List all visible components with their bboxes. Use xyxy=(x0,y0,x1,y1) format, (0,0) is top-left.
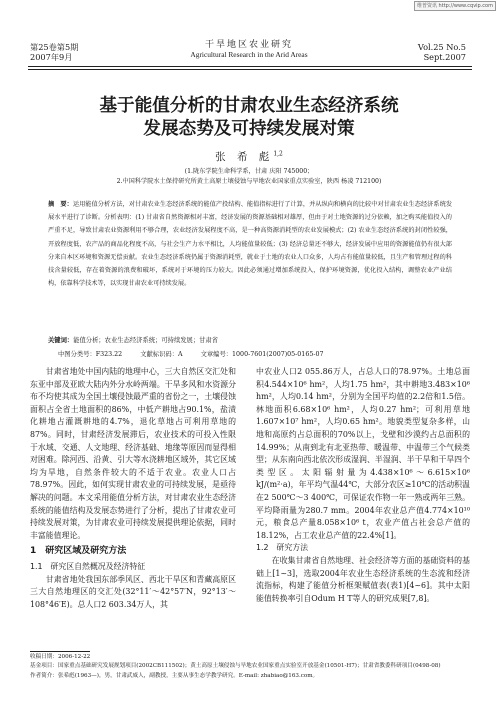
journal-name-zh: 干旱地区农业研究 xyxy=(204,40,293,50)
abstract-label: 摘 要： xyxy=(48,201,73,208)
keywords xyxy=(48,335,452,347)
clc-number: 中图分类号：F323.22 xyxy=(58,351,123,358)
section-heading-1: 1 研究区域及研究方法 xyxy=(30,546,127,557)
author-text: 张 希 彪 xyxy=(215,151,274,163)
classification-line xyxy=(58,349,458,361)
affiliation-2: 2.中国科学院水土保持研究所黄土高原土壤侵蚀与旱地农业国家重点实验室，陕西 杨凌 712100) xyxy=(116,178,382,185)
header-volume-en: Vol.25 No.5 xyxy=(417,42,466,52)
intro-paragraph: 甘肃省地处中国内陆的地理中心，三大自然区交汇处和东亚中部及亚欧大陆内外分水岭两端。干旱多风和水资源分布不均使其成为全国土壤侵蚀最严重的省份之一，土壤侵蚀面积占全省土地面积的86%，中低产耕地占90.1%，盐渍化耕地占灌溉耕地的4.7%，退化草地占可利用草地的87%。同时，甘肃经济发展滞后，农业技术的可投入性限于水域、交通、人文地理、经济基础、地缘等原因而显得相对困难。除河西、沿黄、引大等水浇耕地区域外，其它区域均为旱地，自然条件较大的不适于农业。农业人口占78.97%。因此，如何实现甘肃农业的可持续发展，是亟待解决的问题。本文采用能值分析方法，对甘肃农业生态经济系统的能值结构及发展态势进行了分析，提出了甘肃农业可持续发展对策，为甘肃农业可持续发展提供理论依据，同时丰富能值理论。 xyxy=(30,367,236,540)
header-date-en: Sept.2007 xyxy=(423,52,466,62)
abstract-text: 运用能值分析方法，对甘肃农业生态经济系统的能值产投结构、能值指标进行了计算，并从纵向和横向的比较中对甘肃农业生态经济系统发展水平进行了诊断。分析表明：(1) 甘肃省自然资源相对丰富，经济发展的资源基础相对雄厚，但由于对土地资源的过分依赖，加之购买能值投入的严重不足，导致甘肃农业资源利用不够合理，农业经济发展程度不高，是一种高资源消耗型的农业发展模式；(2) 农业生态经济系统的封闭性较强，开放程度低，农产品的商品化程度不高，与社会生产力水平相比，人均能值量较低；(3) 经济总量还不够大，经济发展中应用的资源能值仍有很大部分来自本区环境和资源无偿贡献。农业生态经济系统仍属于资源消耗型，就业于土地的农业人口众多，人均占有能值量较低，且生产和管理过程的科技含量较低，存在着资源的浪费和破坏，系统对于环境的压力较大。因此必须通过增加系统投入，保护环境资源，优化投入结构，调整农业产业结构，依靠科学技术等，以实现甘肃农业可持续发展。 xyxy=(48,201,453,288)
author-superscript: 1,2 xyxy=(273,150,283,158)
methods-paragraph: 在收集甘肃省自然地理、社会经济等方面的基础资料的基础上[1~3]，选取2004年农业生态经济系统的生态流和经济流指标，构建了能值分析框架赋值表(表1)[4~6]。其中太阳能值转换率引自Odum H T等人的研究成果[7,8]。 xyxy=(256,555,470,603)
section-heading-1-2: 1.2 研究方法 xyxy=(256,543,309,553)
section-heading-1-1: 1.1 研究区自然概况及经济特征 xyxy=(30,561,146,571)
right-column xyxy=(256,366,470,605)
paper-title-line2: 发展态势及可持续发展对策 xyxy=(143,119,355,139)
header-volume-en-block xyxy=(418,42,466,62)
footnotes xyxy=(30,653,470,681)
header-volume: 第25卷第5期 xyxy=(30,42,79,52)
footnote-fund: 基金项目：国家重点基础研究发展规划项目(2002CB111502)；黄土高原土壤侵蚀与旱地农业国家重点实验室开放基金(10501-H7)；甘肃省教委科研项目(0498-08) xyxy=(30,663,441,670)
watermark: 维普资讯 http://www.cqvip.com xyxy=(414,1,496,11)
abstract xyxy=(48,198,452,290)
study-area-paragraph: 甘肃省地处我国东部季风区、西北干旱区和青藏高原区三大自然地理区的交汇处(32°11′～42°57′N，92°13′～108°46′E)。总人口2 603.34万人，其 xyxy=(30,574,236,609)
author-name xyxy=(0,149,498,164)
left-column xyxy=(30,366,236,611)
header-rule xyxy=(28,66,472,67)
header-rule-thin xyxy=(28,69,472,70)
header-date: 2007年9月 xyxy=(30,52,73,62)
footnote-received: 收稿日期：2006-12-22 xyxy=(30,654,91,660)
article-id: 文章编号：1000-7601(2007)05-0165-07 xyxy=(200,351,324,358)
keywords-text: 能值分析；农业生态经济系统；可持续发展；甘肃省 xyxy=(73,337,219,344)
paper-title-line1: 基于能值分析的甘肃农业生态经济系统 xyxy=(99,96,399,116)
keywords-label: 关键词： xyxy=(48,337,74,344)
journal-name-en: Agricultural Research in the Arid Areas xyxy=(190,50,308,59)
study-area-continued: 中农业人口2 055.86万人，占总人口的78.97%。土地总面积4.544×10⁶ hm²，人均1.75 hm²，其中耕地3.483×10⁶ hm²，人均0.14 hm²，分别为全国平均值的2.2倍和1.5倍。林地面积6.68×10⁶ hm²，人均0.27 hm²；可利用草地1.607×10⁷ hm²，人均0.65 hm²。地貌类型复杂多样，山地和高原约占总面积的70%以上，戈壁和沙漠约占总面积的14.99%；从南到北有北亚热带、暖温带、中温带三个气候类型；从东南向西北依次形成湿润、半湿润、半干旱和干旱四个类型区。太阳辐射量为4.438×10⁶～6.615×10⁶ kJ/(m²·a)，年平均气温44℃，大部分农区≥10℃的活动积温在2 500℃～3 400℃，可保证农作物一年一熟或两年三熟。平均降雨量为280.7 mm。2004年农业总产值4.774×10¹⁰元，粮食总产量8.058×10⁶ t，农业产值占社会总产值的18.12%，占工农业总产值的22.4%[1]。 xyxy=(256,367,470,540)
footnote-author-bio: 作者简介：张希彪(1963—)，男，甘肃武威人，副教授，主要从事生态学教学研究。E-mail: zhabiao@163.com。 xyxy=(30,672,319,679)
document-code: 文献标识码：A xyxy=(140,351,183,358)
affiliation-1: (1.陇东学院生命科学系，甘肃 庆阳 745000； xyxy=(184,168,314,175)
footnote-rule xyxy=(30,651,90,652)
